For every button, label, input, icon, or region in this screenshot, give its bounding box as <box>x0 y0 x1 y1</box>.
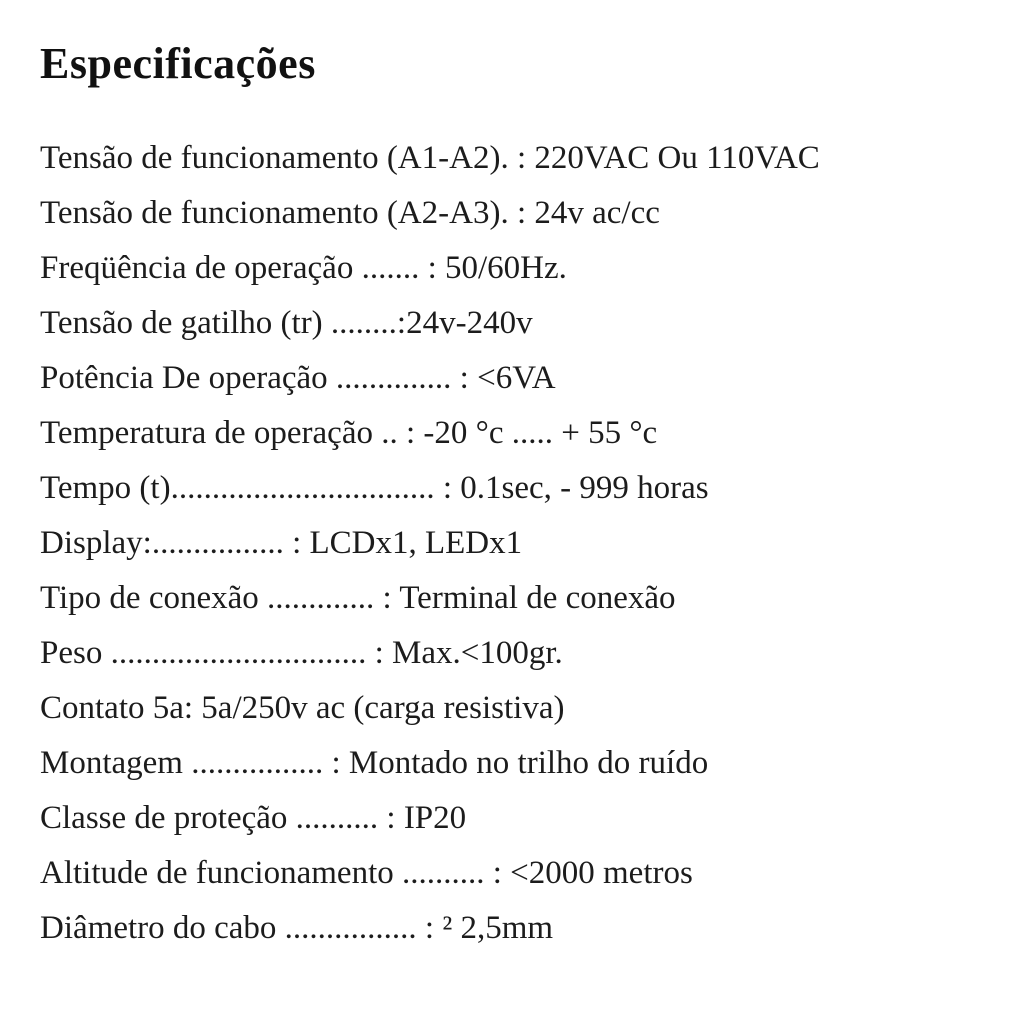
spec-line-frequencia: Freqüência de operação ....... : 50/60Hz. <box>40 250 567 286</box>
spec-line-temperatura: Temperatura de operação .. : -20 °c ..... + 55 °c <box>40 415 658 451</box>
spec-line-tipo-conexao: Tipo de conexão ............. : Terminal de conexão <box>40 580 676 616</box>
spec-line-contato: Contato 5a: 5a/250v ac (carga resistiva) <box>40 690 565 726</box>
spec-line-tempo: Tempo (t)................................ : 0.1sec, - 999 horas <box>40 470 709 506</box>
spec-line-tensao-gatilho: Tensão de gatilho (tr) ........:24v-240v <box>40 305 533 341</box>
spec-line-tensao-a2-a3: Tensão de funcionamento (A2-A3). : 24v ac/cc <box>40 195 660 231</box>
spec-line-diametro-cabo: Diâmetro do cabo ................ : ² 2,5mm <box>40 910 554 946</box>
spec-line-altitude: Altitude de funcionamento .......... : <2000 metros <box>40 855 693 891</box>
spec-line-potencia: Potência De operação .............. : <6VA <box>40 360 556 396</box>
spec-line-peso: Peso ............................... : Max.<100gr. <box>40 635 563 671</box>
spec-list <box>40 134 1000 959</box>
spec-line-tensao-a1-a2: Tensão de funcionamento (A1-A2). : 220VAC Ou 110VAC <box>40 140 820 176</box>
spec-line-display: Display:................ : LCDx1, LEDx1 <box>40 525 523 561</box>
spec-line-classe-protecao: Classe de proteção .......... : IP20 <box>40 800 467 836</box>
spec-line-montagem: Montagem ................ : Montado no trilho do ruído <box>40 745 709 781</box>
page-title: Especificações <box>40 39 316 88</box>
